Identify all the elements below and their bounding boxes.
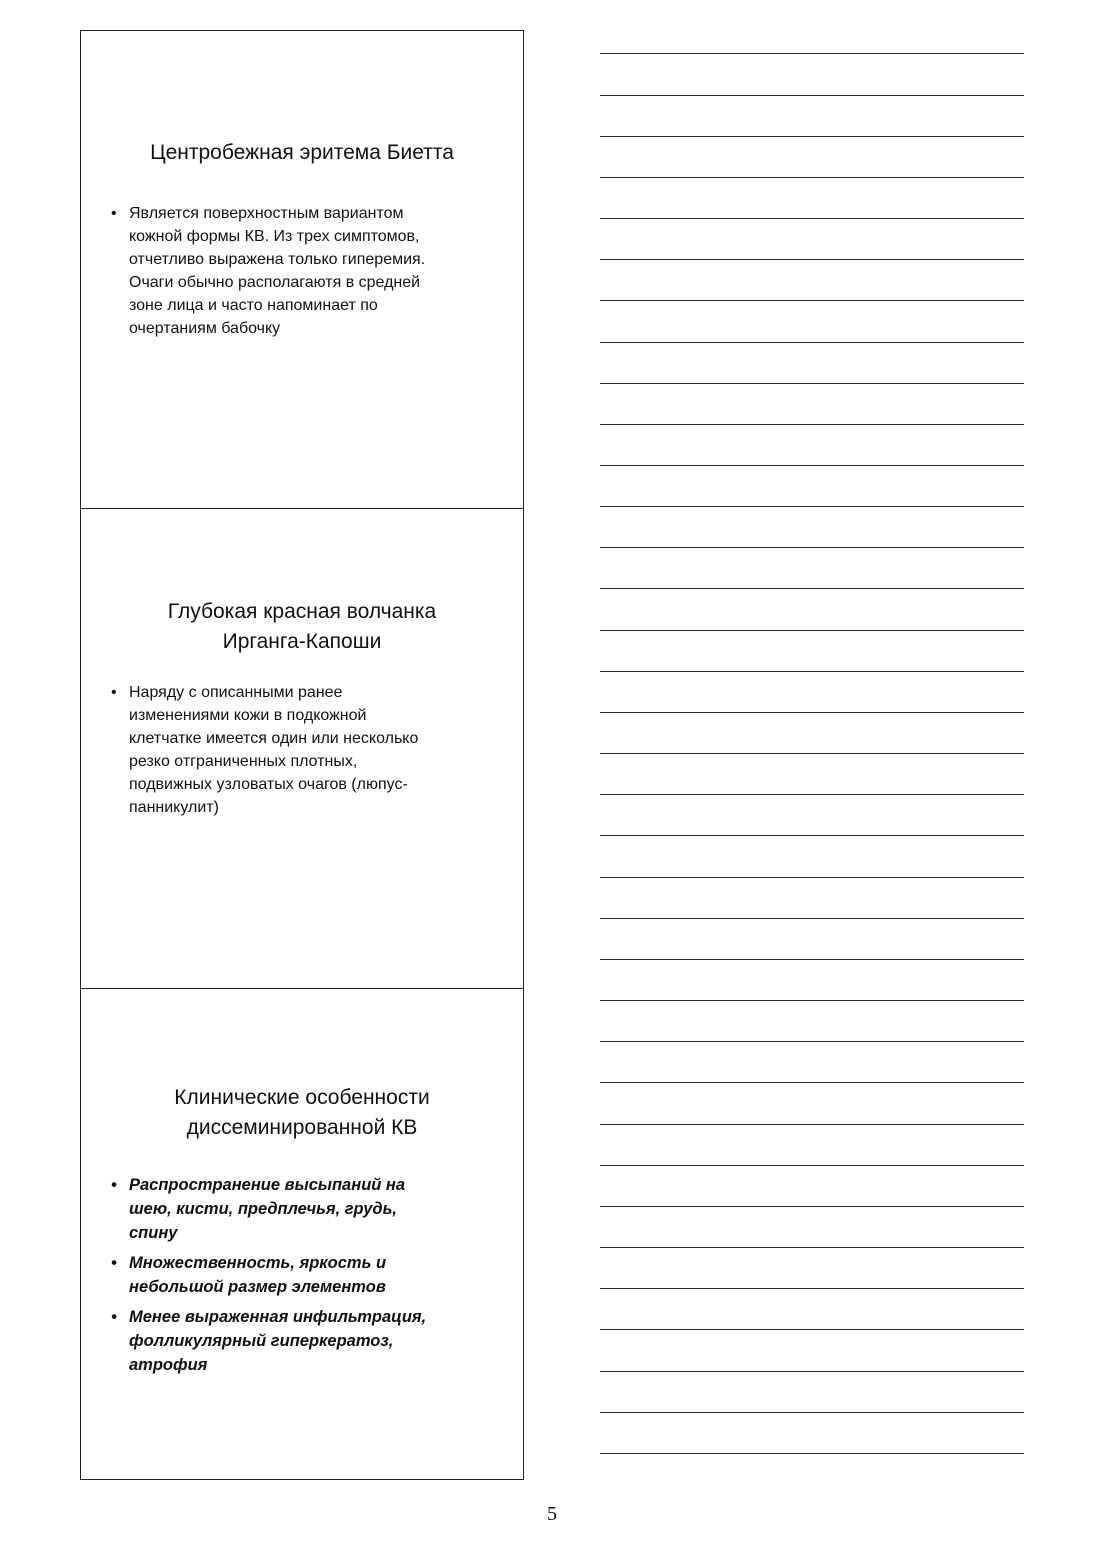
slide-title	[81, 1083, 523, 1143]
notes-area	[600, 0, 1026, 1564]
bullet-line: • Распространение высыпаний на	[129, 1176, 406, 1194]
note-line	[600, 465, 1024, 466]
slide-title	[81, 597, 523, 657]
note-line	[600, 1453, 1024, 1454]
note-line	[600, 959, 1024, 960]
note-line	[600, 1412, 1024, 1413]
slide-title-line: диссеминированной КВ	[186, 1116, 418, 1139]
slide-title-line: Глубокая красная волчанка	[167, 600, 437, 623]
note-line	[600, 1000, 1024, 1001]
note-line	[600, 588, 1024, 589]
note-line	[600, 342, 1024, 343]
slide-title-line: Центробежная эритема Биетта	[150, 141, 454, 164]
bullet-line: шею, кисти, предплечья, грудь,	[129, 1200, 397, 1218]
note-line	[600, 95, 1024, 96]
bullet-line: резко отграниченных плотных,	[129, 753, 358, 770]
bullet-list	[111, 202, 493, 340]
bullet-line: фолликулярный гиперкератоз,	[129, 1332, 394, 1350]
slide-title	[81, 138, 523, 168]
slide-1	[80, 30, 524, 510]
bullet-line: кожной формы КВ. Из трех симптомов,	[129, 228, 420, 245]
bullet-list	[111, 1173, 493, 1383]
note-line	[600, 1206, 1024, 1207]
bullet-line: панникулит)	[129, 799, 219, 816]
note-line	[600, 424, 1024, 425]
note-line	[600, 136, 1024, 137]
bullet-line: Очаги обычно располагаютя в средней	[129, 274, 421, 291]
note-line	[600, 506, 1024, 507]
note-line	[600, 1082, 1024, 1083]
note-line	[600, 177, 1024, 178]
note-line	[600, 753, 1024, 754]
note-line	[600, 630, 1024, 631]
note-line	[600, 1247, 1024, 1248]
note-line	[600, 218, 1024, 219]
note-line	[600, 877, 1024, 878]
note-line	[600, 1165, 1024, 1166]
bullet-line: подвижных узловатых очагов (люпус-	[129, 776, 408, 793]
bullet-line: • Наряду с описанными ранее	[129, 684, 343, 701]
bullet-line: клетчатке имеется один или несколько	[129, 730, 419, 747]
note-line	[600, 1288, 1024, 1289]
note-line	[600, 1329, 1024, 1330]
slide-title-line: Ирганга-Капоши	[222, 630, 382, 653]
note-line	[600, 1371, 1024, 1372]
note-line	[600, 835, 1024, 836]
bullet-line: • Множественность, яркость и	[129, 1254, 387, 1272]
note-line	[600, 300, 1024, 301]
bullet-line: спину	[129, 1224, 178, 1242]
bullet-line: • Является поверхностным вариантом	[129, 205, 404, 222]
bullet-item	[111, 681, 493, 819]
bullet-line: отчетливо выражена только гиперемия.	[129, 251, 426, 268]
bullet-line: небольшой размер элементов	[129, 1278, 386, 1296]
note-line	[600, 671, 1024, 672]
note-line	[600, 547, 1024, 548]
slide-3	[80, 988, 524, 1480]
bullet-line: изменениями кожи в подкожной	[129, 707, 367, 724]
note-line	[600, 1124, 1024, 1125]
slide-title-line: Клинические особенности	[174, 1086, 430, 1109]
bullet-item	[111, 1173, 493, 1245]
note-line	[600, 918, 1024, 919]
note-line	[600, 383, 1024, 384]
bullet-list	[111, 681, 493, 819]
note-line	[600, 794, 1024, 795]
bullet-line: зоне лица и часто напоминает по	[129, 297, 378, 314]
bullet-line: атрофия	[129, 1356, 208, 1374]
bullet-item	[111, 202, 493, 340]
bullet-line: очертаниям бабочку	[129, 320, 281, 337]
note-line	[600, 1041, 1024, 1042]
page-number: 5	[547, 1503, 557, 1525]
bullet-line: • Менее выраженная инфильтрация,	[129, 1308, 427, 1326]
note-line	[600, 712, 1024, 713]
note-line	[600, 259, 1024, 260]
bullet-item	[111, 1305, 493, 1377]
note-line	[600, 53, 1024, 54]
slide-2	[80, 508, 524, 990]
bullet-item	[111, 1251, 493, 1299]
